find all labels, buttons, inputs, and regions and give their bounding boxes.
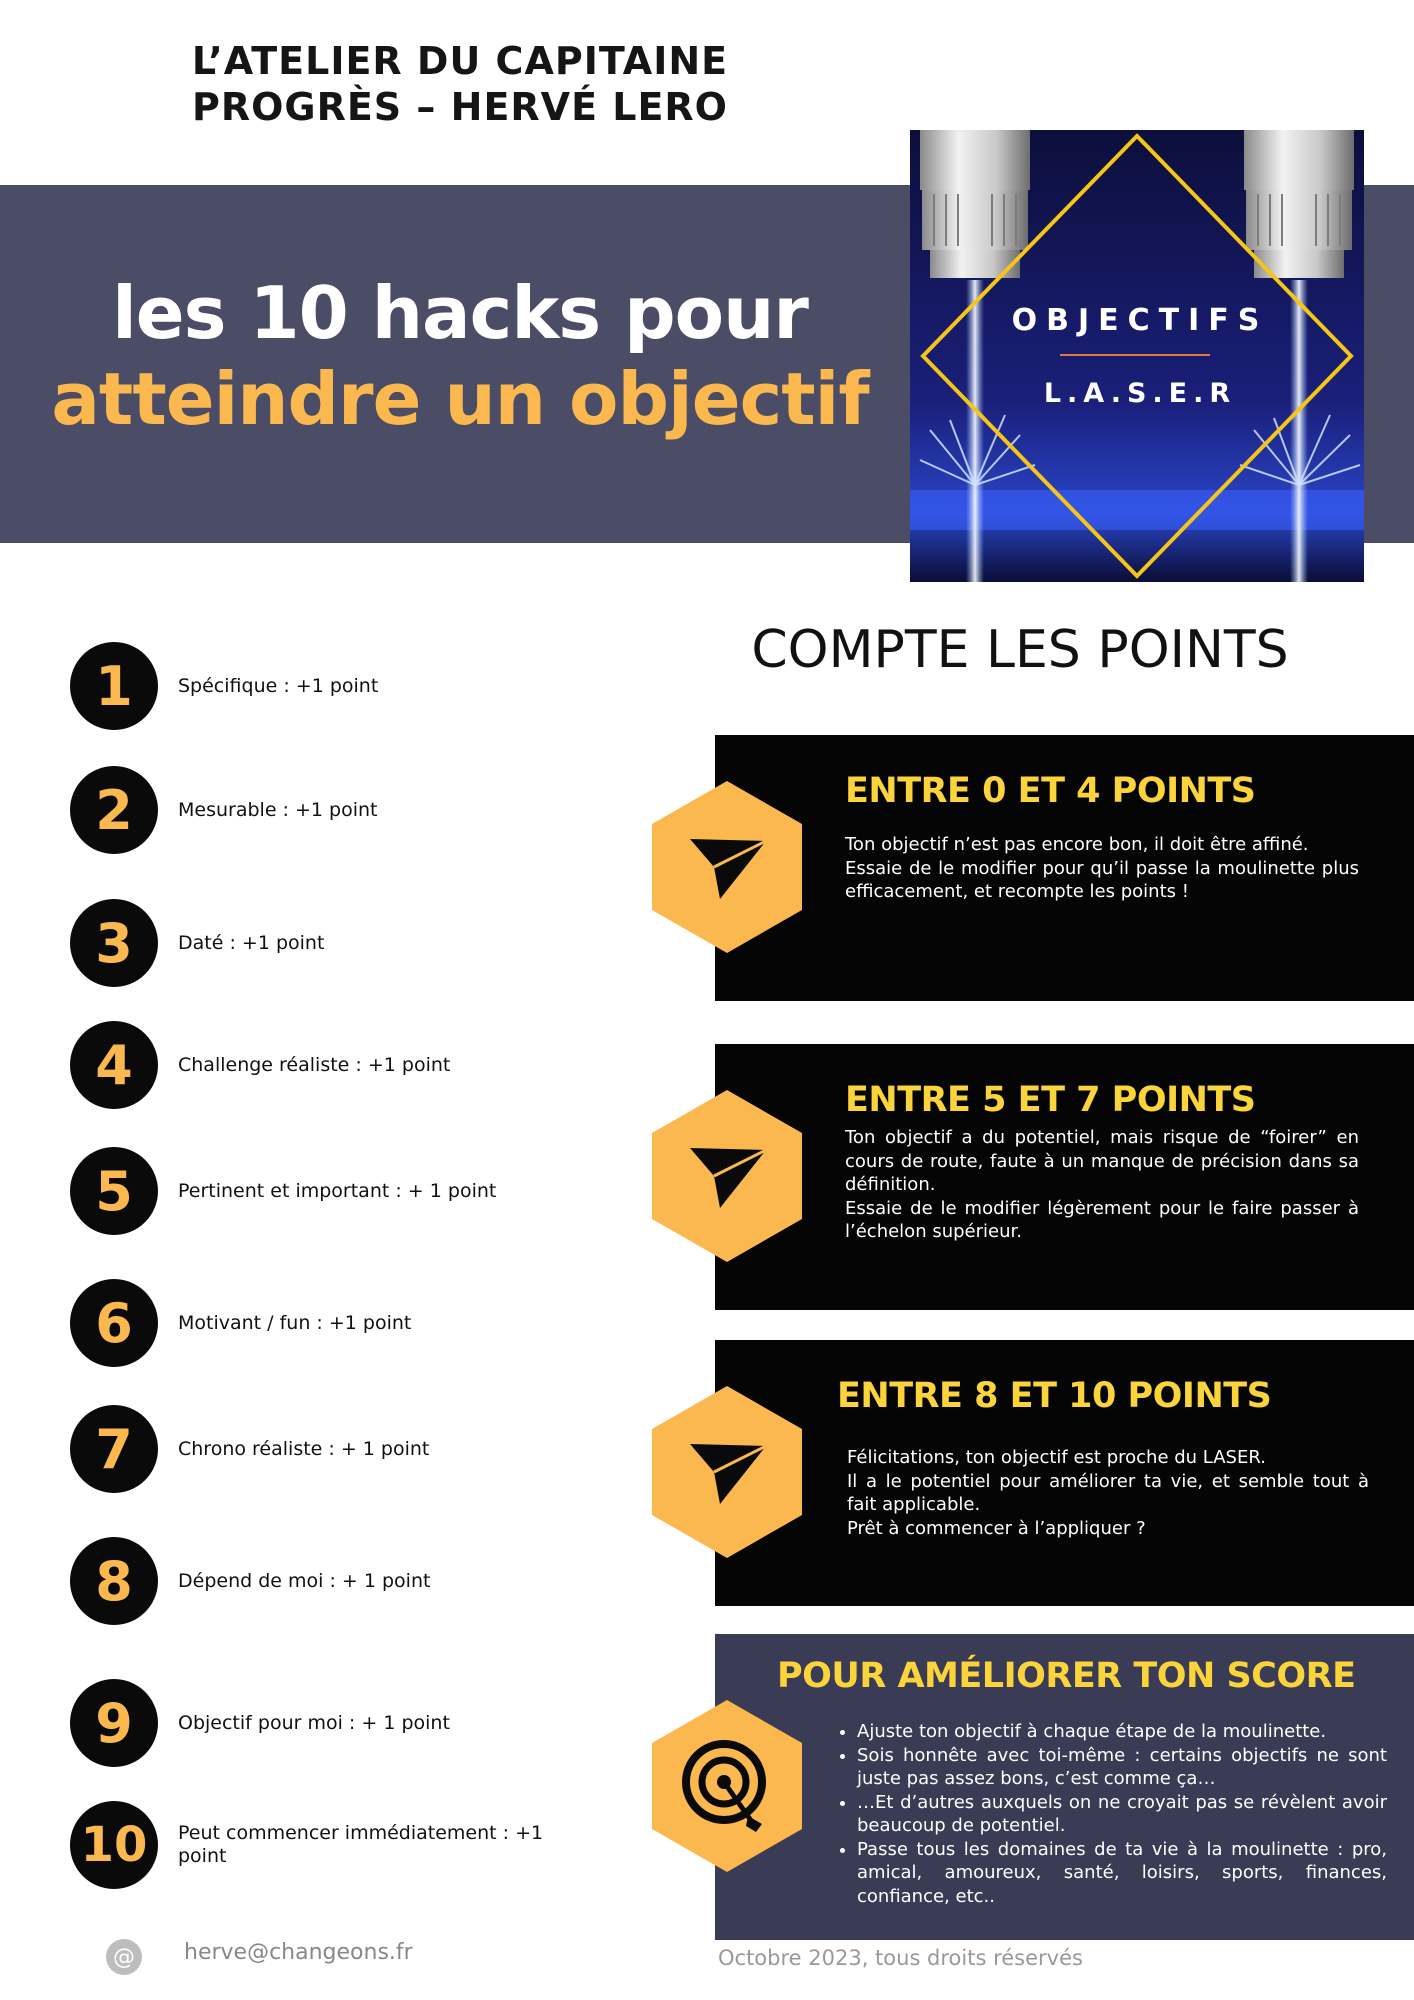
criterion-item [70, 1800, 578, 1890]
footer-email[interactable]: herve@changeons.fr [184, 1940, 413, 1965]
criterion-label: Spécifique : +1 point [178, 674, 379, 697]
criterion-label: Daté : +1 point [178, 931, 325, 954]
panel-text [845, 833, 1359, 904]
criterion-item [70, 641, 378, 731]
criterion-item [70, 898, 324, 988]
panel-text [847, 1446, 1369, 1540]
email-icon: @ [106, 1939, 142, 1975]
panel-text-line: Essaie de le modifier légèrement pour le faire passer à l’échelon supérieur. [845, 1197, 1359, 1242]
panel-text-line: Ton objectif a du potentiel, mais risque de “foirer” en cours de route, faute à un manque de précision dans sa définition. [845, 1127, 1359, 1195]
panel-title: ENTRE 0 ET 4 POINTS [845, 771, 1256, 811]
criterion-label: Chrono réaliste : + 1 point [178, 1437, 430, 1460]
criterion-number: 4 [70, 1021, 158, 1109]
criterion-number: 7 [70, 1405, 158, 1493]
criterion-label: Pertinent et important : + 1 point [178, 1179, 497, 1202]
header-line-2: PROGRÈS – HERVÉ LERO [191, 85, 728, 129]
header-title [90, 38, 830, 130]
criterion-number: 1 [70, 642, 158, 730]
criterion-number: 2 [70, 766, 158, 854]
panel-title: ENTRE 8 ET 10 POINTS [837, 1376, 1272, 1416]
paper-plane-icon [652, 781, 802, 953]
target-icon [652, 1700, 802, 1872]
criterion-label: Dépend de moi : + 1 point [178, 1569, 431, 1592]
criterion-number: 8 [70, 1537, 158, 1625]
score-panel-8-10 [715, 1340, 1414, 1606]
paper-plane-icon [652, 1386, 802, 1558]
criterion-label: Objectif pour moi : + 1 point [178, 1711, 450, 1734]
criterion-number: 5 [70, 1147, 158, 1235]
criterion-label: Challenge réaliste : +1 point [178, 1053, 451, 1076]
score-section-title: COMPTE LES POINTS [751, 620, 1289, 680]
headline-line-1: les 10 hacks pour [112, 271, 808, 355]
criterion-number: 9 [70, 1679, 158, 1767]
criterion-item [70, 765, 378, 855]
improve-tips-list [835, 1720, 1387, 1908]
improve-title: POUR AMÉLIORER TON SCORE [777, 1656, 1356, 1696]
criterion-item [70, 1146, 496, 1236]
improve-tip: • …Et d’autres auxquels on ne croyait pas se révèlent avoir beaucoup de potentiel. [857, 1791, 1387, 1838]
panel-text-line: Félicitations, ton objectif est proche du LASER. [847, 1447, 1266, 1468]
criterion-item [70, 1536, 430, 1626]
panel-text-line: Il a le potentiel pour améliorer ta vie, et semble tout à fait applicable. [847, 1470, 1369, 1515]
criterion-number: 3 [70, 899, 158, 987]
improve-tip: • Ajuste ton objectif à chaque étape de la moulinette. [857, 1720, 1387, 1744]
improve-score-panel [715, 1634, 1414, 1940]
criterion-number: 6 [70, 1279, 158, 1367]
score-panel-0-4 [715, 735, 1414, 1001]
criterion-item [70, 1678, 450, 1768]
criterion-label: Mesurable : +1 point [178, 798, 378, 821]
score-panel-5-7 [715, 1044, 1414, 1310]
criterion-item [70, 1278, 411, 1368]
header-line-1: L’ATELIER DU CAPITAINE [191, 39, 729, 83]
laser-word-2: L.A.S.E.R [1043, 378, 1237, 409]
panel-text-line: Prêt à commencer à l’appliquer ? [847, 1517, 1146, 1539]
criterion-label: Motivant / fun : +1 point [178, 1311, 412, 1334]
panel-text-line: Ton objectif n’est pas encore bon, il doit être affiné. [845, 834, 1309, 855]
laser-word-1: OBJECTIFS [1011, 303, 1269, 338]
footer-copyright: Octobre 2023, tous droits réservés [718, 1946, 1083, 1970]
panel-text-line: Essaie de le modifier pour qu’il passe la moulinette plus efficacement, et recompte les points ! [845, 857, 1359, 902]
criterion-item [70, 1020, 450, 1110]
criterion-label: Peut commencer immédiatement : +1 point [178, 1822, 544, 1867]
headline-line-2: atteindre un objectif [51, 357, 869, 441]
laser-objectives-image [910, 130, 1364, 582]
paper-plane-icon [652, 1090, 802, 1262]
criterion-number: 10 [70, 1801, 158, 1889]
panel-text [845, 1126, 1359, 1244]
criterion-item [70, 1404, 429, 1494]
panel-title: ENTRE 5 ET 7 POINTS [845, 1080, 1256, 1120]
improve-tip: • Sois honnête avec toi-même : certains objectifs ne sont juste pas assez bons, c’est comme ça… [857, 1744, 1387, 1791]
headline [40, 270, 880, 442]
improve-tip: • Passe tous les domaines de ta vie à la moulinette : pro, amical, amoureux, santé, loisirs, sports, finances, confiance, etc.. [857, 1838, 1387, 1909]
